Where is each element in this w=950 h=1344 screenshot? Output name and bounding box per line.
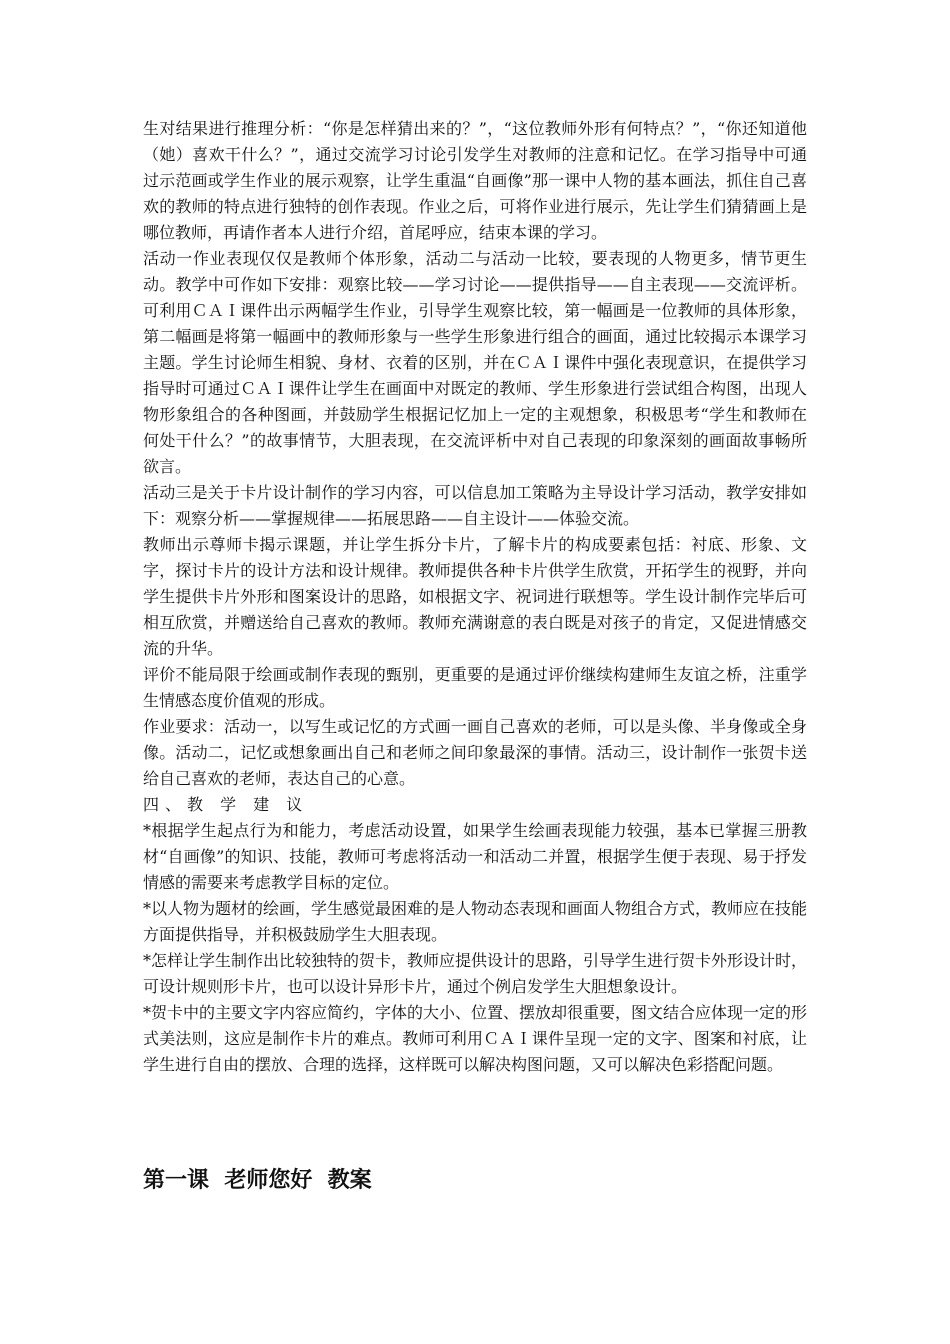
suggestion-item: *根据学生起点行为和能力，考虑活动设置，如果学生绘画表现能力较强，基本已掌握三册教材“自画像”的知识、技能，教师可考虑将活动一和活动二并置，根据学生便于表现、易于抒发情感的需要来考虑教学目标的定位。 — [143, 821, 807, 892]
paragraph-activity-three: 活动三是关于卡片设计制作的学习内容，可以信息加工策略为主导设计学习活动，教学安排如下：观察分析——掌握规律——拓展思路——自主设计——体验交流。 — [143, 483, 807, 528]
paragraph-card-design: 教师出示尊师卡揭示课题，并让学生拆分卡片，了解卡片的构成要素包括：衬底、形象、文字，探讨卡片的设计方法和设计规律。教师提供各种卡片供学生欣赏，开拓学生的视野，并向学生提供卡片外形和图案设计的思路，如根据文字、祝词进行联想等。学生设计制作完毕后可相互欣赏，并赠送给自己喜欢的教师。教师充满谢意的表白既是对孩子的肯定，又促进情感交流的升华。 — [143, 535, 807, 658]
paragraph-activity-two: 活动一作业表现仅仅是教师个体形象，活动二与活动一比较，要表现的人物更多，情节更生动。教学中可作如下安排：观察比较——学习讨论——提供指导——自主表现——交流评析。可利用ＣＡＩ课件出示两幅学生作业，引导学生观察比较，第一幅画是一位教师的具体形象，第二幅画是将第一幅画中的教师形象与一些学生形象进行组合的画面，通过比较揭示本课学习主题。学生讨论师生相貌、身材、衣着的区别，并在ＣＡＩ课件中强化表现意识，在提供学习指导时可通过ＣＡＩ课件让学生在画面中对既定的教师、学生形象进行尝试组合构图，出现人物形象组合的各种图画，并鼓励学生根据记忆加上一定的主观想象，积极思考“学生和教师在何处干什么？”的故事情节，大胆表现，在交流评析中对自己表现的印象深刻的画面故事畅所欲言。 — [143, 249, 807, 476]
suggestion-item: *以人物为题材的绘画，学生感觉最困难的是人物动态表现和画面人物组合方式，教师应在技能方面提供指导，并积极鼓励学生大胆表现。 — [143, 899, 808, 944]
paragraph-reasoning-analysis: 生对结果进行推理分析：“你是怎样猜出来的？”，“这位教师外形有何特点？”，“你还知道他（她）喜欢干什么？”，通过交流学习讨论引发学生对教师的注意和记忆。在学习指导中可通过示范画或学生作业的展示观察，让学生重温“自画像”那一课中人物的基本画法，抓住自己喜欢的教师的特点进行独特的创作表现。作业之后，可将作业进行展示，先让学生们猜猜画上是哪位教师，再请作者本人进行介绍，首尾呼应，结束本课的学习。 — [143, 119, 807, 242]
section-heading-teaching-suggestions: 四、教 学 建 议 — [143, 795, 309, 814]
suggestion-item: *怎样让学生制作出比较独特的贺卡，教师应提供设计的思路，引导学生进行贺卡外形设计时，可设计规则形卡片，也可以设计异形卡片，通过个例启发学生大胆想象设计。 — [143, 951, 808, 996]
paragraph-evaluation: 评价不能局限于绘画或制作表现的甄别，更重要的是通过评价继续构建师生友谊之桥，注重学生情感态度价值观的形成。 — [143, 665, 807, 710]
document-body — [143, 116, 807, 1078]
lesson-title: 第一课 老师您好 教案 — [143, 1167, 372, 1193]
suggestion-item: *贺卡中的主要文字内容应简约，字体的大小、位置、摆放却很重要，图文结合应体现一定的形式美法则，这应是制作卡片的难点。教师可利用ＣＡＩ课件呈现一定的文字、图案和衬底，让学生进行自由的摆放、合理的选择，这样既可以解决构图问题，又可以解决色彩搭配问题。 — [143, 1003, 808, 1074]
paragraph-homework: 作业要求：活动一，以写生或记忆的方式画一画自己喜欢的老师，可以是头像、半身像或全身像。活动二，记忆或想象画出自己和老师之间印象最深的事情。活动三，设计制作一张贺卡送给自己喜欢的老师，表达自己的心意。 — [143, 717, 807, 788]
